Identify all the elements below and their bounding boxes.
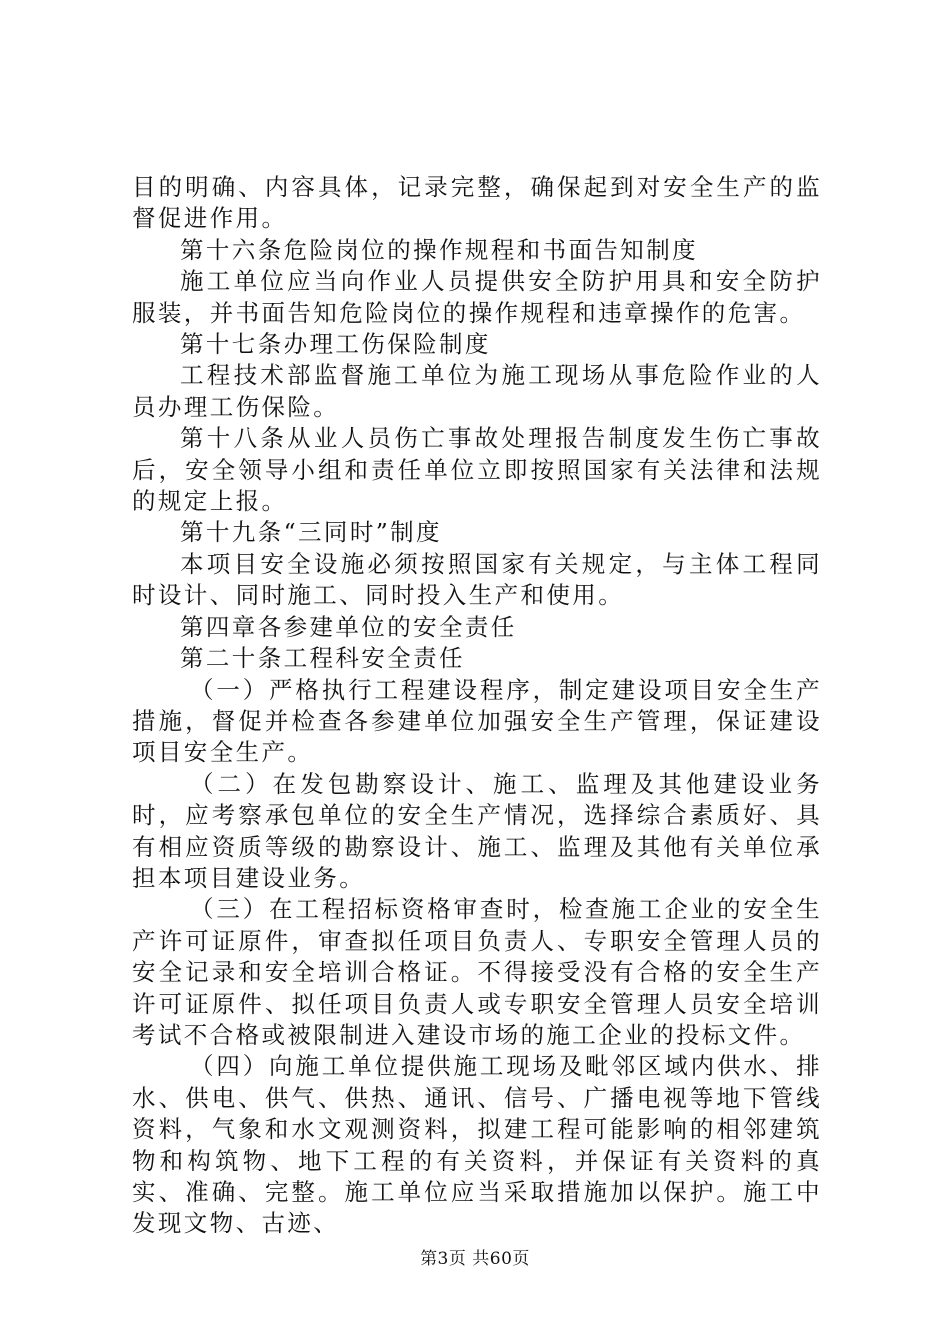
article-17-heading: 第十七条办理工伤保险制度 xyxy=(180,330,491,359)
chapter-4-heading: 第四章各参建单位的安全责任 xyxy=(180,612,517,641)
document-body xyxy=(132,172,822,1240)
article-19-body: 本项目安全设施必须按照国家有关规定，与主体工程同时设计、同时施工、同时投入生产和使用。 xyxy=(132,549,822,610)
article-17-body: 工程技术部监督施工单位为施工现场从事危险作业的人员办理工伤保险。 xyxy=(132,361,822,421)
clause-3: （三）在工程招标资格审查时，检查施工企业的安全生产许可证原件，审查拟任项目负责人、专职安全管理人员的安全记录和安全培训合格证。不得接受没有合格的安全生产许可证原件、拟任项目负责人或专职安全管理人员安全培训考试不合格或被限制进入建设市场的施工企业的投标文件。 xyxy=(132,895,822,1049)
article-20-heading: 第二十条工程科安全责任 xyxy=(180,644,465,673)
article-18-paragraph: 第十八条从业人员伤亡事故处理报告制度发生伤亡事故后，安全领导小组和责任单位立即按照国家有关法律和法规的规定上报。 xyxy=(132,424,822,516)
page-number-footer: 第3页 共60页 xyxy=(420,1249,530,1269)
clause-1: （一）严格执行工程建设程序，制定建设项目安全生产措施，督促并检查各参建单位加强安全生产管理，保证建设项目安全生产。 xyxy=(132,675,822,767)
clause-2: （二）在发包勘察设计、施工、监理及其他建设业务时，应考察承包单位的安全生产情况，选择综合素质好、具有相应资质等级的勘察设计、施工、监理及其他有关单位承担本项目建设业务。 xyxy=(132,769,822,892)
article-19-heading: 第十九条“三同时”制度 xyxy=(180,518,442,547)
article-16-heading: 第十六条危险岗位的操作规程和书面告知制度 xyxy=(180,235,698,264)
paragraph-continuation: 目的明确、内容具体，记录完整，确保起到对安全生产的监督促进作用。 xyxy=(132,173,822,233)
clause-4: （四）向施工单位提供施工现场及毗邻区域内供水、排水、供电、供气、供热、通讯、信号、广播电视等地下管线资料，气象和水文观测资料，拟建工程可能影响的相邻建筑物和构筑物、地下工程的有关资料，并保证有关资料的真实、准确、完整。施工单位应当采取措施加以保护。施工中发现文物、古迹、 xyxy=(132,1052,822,1238)
article-16-body: 施工单位应当向作业人员提供安全防护用具和安全防护服装，并书面告知危险岗位的操作规程和违章操作的危害。 xyxy=(132,267,822,327)
